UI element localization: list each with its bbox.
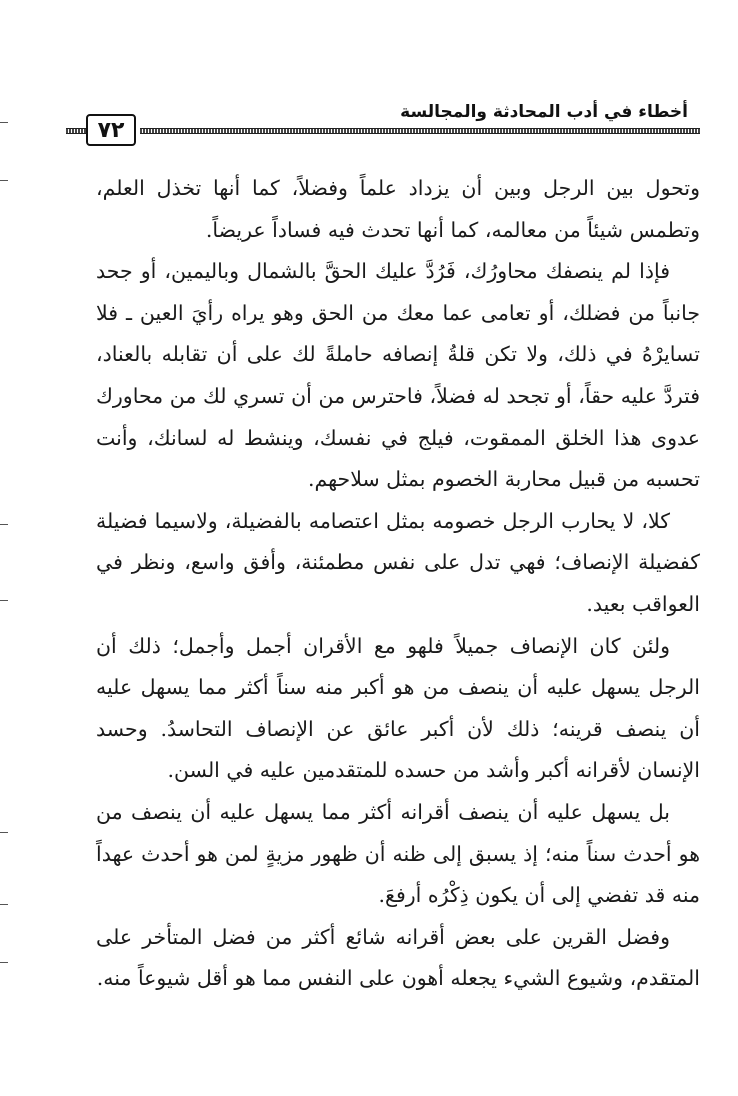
scan-edge-mark [0,122,8,123]
paragraph: وفضل القرين على بعض أقرانه شائع أكثر من فضل المتأخر على المتقدم، وشيوع الشيء يجعله أهون على النفس مما هو أقل شيوعاً منه. [96,924,700,991]
scan-edge-mark [0,524,8,525]
running-header [80,96,700,150]
scan-edge-mark [0,600,8,601]
page-body [96,168,700,1000]
header-rule [140,128,700,134]
scan-edge-mark [0,962,8,963]
scan-edge-mark [0,180,8,181]
page-number: ٧٢ [86,114,136,146]
paragraph: فإذا لم ينصفك محاورُك، فَرُدَّ عليك الحقَّ بالشمال وباليمين، أو جحد جانباً من فضلك، أو تعامى عما معك من الحق وهو يراه رأيَ العين ـ فلا تسايرْهُ في ذلك، ولا تكن قلةُ إنصافه حاملةً لك على أن تقابله بالعناد، فتردَّ عليه حقاً، أو تجحد له فضلاً، فاحترس من أن تسري لك من محاورك عدوى هذا الخلق الممقوت، فيلج في نفسك، وينشط له لسانك، وأنت تحسبه من قبيل محاربة الخصوم بمثل سلاحهم. [96,259,700,492]
paragraph: كلا، لا يحارب الرجل خصومه بمثل اعتصامه بالفضيلة، ولاسيما فضيلة كفضيلة الإنصاف؛ فهي تدل على نفس مطمئنة، وأفق واسع، ونظر في العواقب بعيد. [96,508,700,616]
paragraph: ولئن كان الإنصاف جميلاً فلهو مع الأقران أجمل وأجمل؛ ذلك أن الرجل يسهل عليه أن ينصف من هو أكبر منه سناً أكثر مما يسهل عليه أن ينصف قرينه؛ ذلك لأن أكبر عائق عن الإنصاف التحاسدُ. وحسد الإنسان لأقرانه أكبر وأشد من حسده للمتقدمين عليه في السن. [96,633,700,783]
scan-edge-mark [0,904,8,905]
scan-edge-mark [0,832,8,833]
paragraph: بل يسهل عليه أن ينصف أقرانه أكثر مما يسهل عليه أن ينصف من هو أحدث سناً منه؛ إذ يسبق إلى ظنه أن ظهور مزيةٍ لمن هو أحدث عهداً منه قد تفضي إلى أن يكون ذِكْرُه أرفعَ. [96,799,700,908]
paragraph: وتحول بين الرجل وبين أن يزداد علماً وفضلاً، كما أنها تخذل العلم، وتطمس شيئاً من معالمه، كما أنها تحدث فيه فساداً عريضاً. [96,176,700,242]
running-header-title: أخطاء في أدب المحادثة والمجالسة [400,102,688,122]
header-rule-ornament [66,128,86,134]
